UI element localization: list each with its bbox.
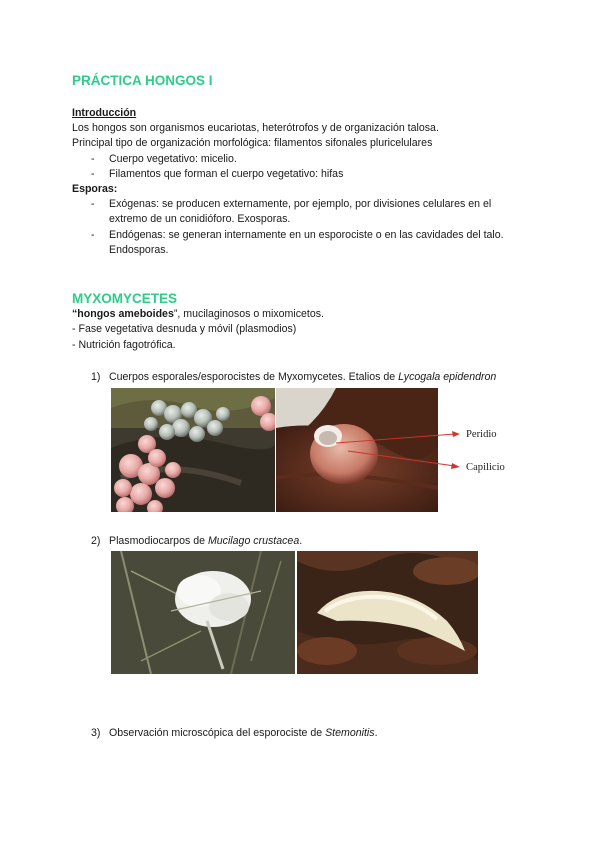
bullet-item-cont: Endosporas. [109, 244, 169, 256]
caption-species: Mucilago crustacea [207, 535, 300, 547]
myxo-line: - Fase vegetativa desnuda y móvil (plasmodios) [72, 323, 297, 335]
myxo-intro [72, 307, 324, 322]
bullet-dash: - [91, 153, 95, 165]
caption-end: . [299, 535, 303, 547]
item-caption [109, 370, 496, 385]
intro-heading: Introducción [72, 107, 137, 119]
item-caption [109, 534, 302, 549]
bullet-dash: - [91, 198, 95, 210]
caption-species: Stemonitis [325, 727, 375, 739]
page-title: PRÁCTICA HONGOS I [72, 73, 213, 88]
mucilago-grass-photo [111, 551, 295, 674]
esporas-label: Esporas: [72, 183, 118, 195]
bullet-item: Cuerpo vegetativo: micelio. [109, 153, 237, 165]
myxo-intro-rest: ”, mucilaginosos o mixomicetos. [173, 308, 324, 320]
annotation-label: Peridio [466, 429, 497, 440]
intro-line: Principal tipo de organización morfológica: filamentos sifonales pluricelulares [72, 137, 433, 149]
bullet-dash: - [91, 168, 95, 180]
bullet-item-cont: extremo de un conidióforo. Exosporas. [109, 213, 291, 225]
caption-text: Plasmodiocarpos de [109, 535, 208, 547]
section-heading: MYXOMYCETES [72, 291, 178, 306]
lycogala-cluster-photo [111, 388, 275, 512]
bold-term: “hongos ameboides [72, 308, 174, 320]
item-number: 1) [91, 371, 101, 383]
bullet-item: Filamentos que forman el cuerpo vegetativo: hifas [109, 168, 344, 180]
caption-species: Lycogala epidendron [398, 371, 497, 383]
caption-text: Cuerpos esporales/esporocistes de Myxomycetes. Etalios de [109, 371, 399, 383]
caption-text: Observación microscópica del esporociste de [109, 727, 326, 739]
item-number: 3) [91, 727, 101, 739]
bullet-item: Endógenas: se generan internamente en un esporociste o en las cavidades del talo. [109, 229, 504, 241]
caption-end: . [374, 727, 378, 739]
item-caption [109, 726, 378, 741]
mucilago-litter-photo [297, 551, 478, 674]
bullet-item: Exógenas: se producen externamente, por ejemplo, por divisiones celulares en el [109, 198, 492, 210]
annotation-label: Capilicio [466, 462, 505, 473]
intro-line: Los hongos son organismos eucariotas, heterótrofos y de organización talosa. [72, 122, 439, 134]
item-number: 2) [91, 535, 101, 547]
myxo-line: - Nutrición fagotrófica. [72, 339, 176, 351]
annotation-arrows [330, 425, 465, 475]
bullet-dash: - [91, 229, 95, 241]
